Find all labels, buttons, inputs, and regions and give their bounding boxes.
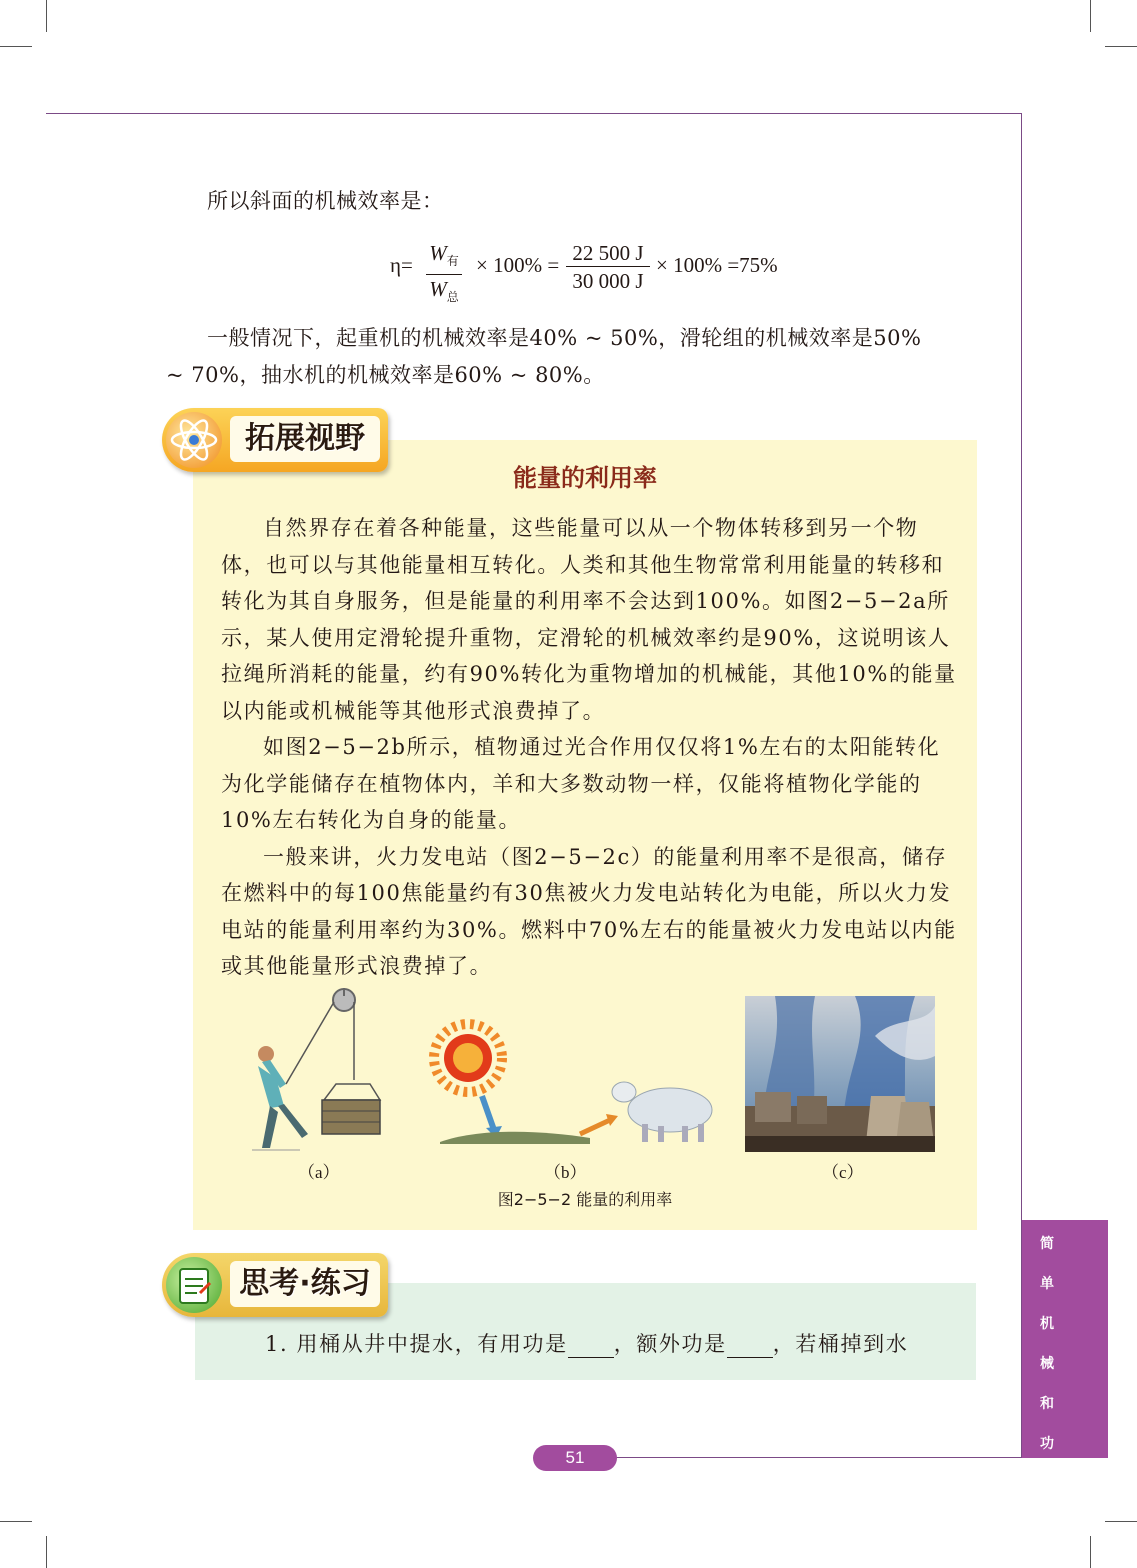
crop-mark <box>0 1521 32 1522</box>
formula-numerator: 22 500 J <box>566 240 650 267</box>
formula-denominator: 30 000 J <box>572 269 644 293</box>
extension-paragraph: 如图2−5−2b所示，植物通过光合作用仅仅将1%左右的太阳能转化为化学能储存在植物体内，羊和大多数动物一样，仅能将植物化学能的10%左右转化为自身的能量。 <box>221 735 941 832</box>
extension-text <box>221 510 957 985</box>
crop-mark <box>1090 0 1091 32</box>
general-paragraph-line2: ~ 70%，抽水机的机械效率是60% ~ 80%。 <box>166 363 605 387</box>
figure-label-c: （c） <box>822 1163 864 1182</box>
page-number: 51 <box>533 1445 617 1471</box>
page-frame-top <box>46 113 1022 114</box>
formula-times-100: × 100% = <box>476 253 560 277</box>
figure-label-b: （b） <box>544 1163 587 1182</box>
extension-badge-label: 拓展视野 <box>230 416 380 462</box>
crop-mark <box>46 1536 47 1568</box>
side-tab-char: 和 <box>1040 1396 1054 1412</box>
page-frame-bottom <box>615 1457 1022 1458</box>
sheep-icon <box>612 1082 712 1142</box>
extension-paragraph: 自然界存在着各种能量，这些能量可以从一个物体转移到另一个物体，也可以与其他能量相互转化。人类和其他生物常常利用能量的转移和转化为其自身服务，但是能量的利用率不会达到100%。如图2−5−2a所示，某人使用定滑轮提升重物，定滑轮的机械效率约是90%，这说明该人拉绳所消耗的能量，约有90%转化为重物增加的机械能，其他10%的能量以内能或机械能等其他形式浪费掉了。 <box>221 516 957 723</box>
formula-result: × 100% =75% <box>656 253 778 277</box>
chapter-side-tab <box>1022 1220 1108 1458</box>
general-paragraph-line1: 一般情况下，起重机的机械效率是40% ~ 50%，滑轮组的机械效率是50% <box>207 326 922 350</box>
sun-plant-sheep-illustration <box>420 1018 720 1148</box>
formula-fraction-symbolic: $W_有$ $W_总$ <box>426 240 462 311</box>
crop-mark <box>0 46 32 47</box>
formula-eta: η= <box>390 253 413 277</box>
practice-question-1: 1. 用桶从井中提水，有用功是 ，额外功是 ，若桶掉到水 <box>265 1332 909 1356</box>
answer-blank[interactable] <box>727 1337 773 1358</box>
think-badge-label: 思考·练习 <box>230 1261 380 1307</box>
crop-mark <box>1105 1521 1137 1522</box>
power-station-photo <box>745 996 935 1152</box>
sun-icon <box>434 1024 502 1092</box>
figure-label-a: （a） <box>298 1163 340 1182</box>
crop-mark <box>1105 46 1137 47</box>
side-tab-char: 机 <box>1040 1316 1054 1332</box>
formula-fraction-values <box>566 240 650 295</box>
think-badge <box>162 1253 388 1317</box>
notepad-icon <box>166 1257 222 1313</box>
pulley-illustration <box>240 988 390 1158</box>
extension-paragraph: 一般来讲，火力发电站（图2−5−2c）的能量利用率不是很高，储存在燃料中的每100焦能量约有30焦被火力发电站转化为电能，所以火力发电站的能量利用率约为30%。燃料中70%左右的能量被火力发电站以内能或其他能量形式浪费掉了。 <box>221 844 957 978</box>
side-tab-char: 单 <box>1040 1276 1054 1292</box>
extension-title: 能量的利用率 <box>513 464 657 492</box>
side-tab-char: 功 <box>1040 1436 1054 1452</box>
side-tab-char: 简 <box>1040 1236 1054 1252</box>
crop-mark <box>1090 1536 1091 1568</box>
side-tab-char: 械 <box>1040 1356 1054 1372</box>
intro-line: 所以斜面的机械效率是： <box>207 189 444 213</box>
crop-mark <box>46 0 47 32</box>
figure-caption: 图2−5−2 能量的利用率 <box>497 1190 673 1209</box>
answer-blank[interactable] <box>568 1337 614 1358</box>
